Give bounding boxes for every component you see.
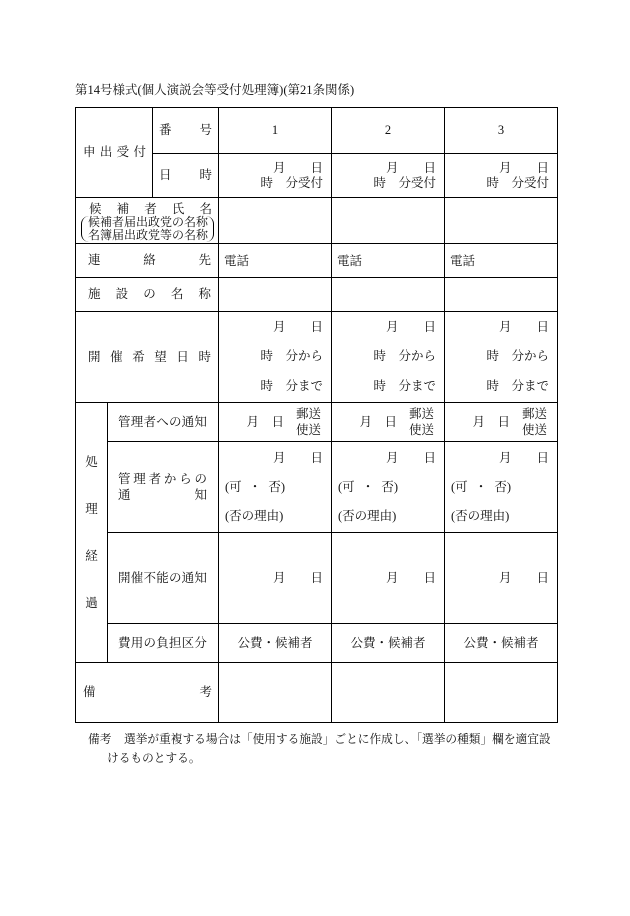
- label-glyph: の: [143, 635, 156, 650]
- entry-2-contact-cell: [332, 244, 445, 278]
- entry-3-notice-to-manager: [445, 406, 557, 438]
- entry-3-notice-methods: [522, 406, 547, 438]
- entry-2-cost-options: 公費・候補者: [332, 624, 445, 663]
- entry-2-notice-from-manager-cell: [332, 442, 445, 533]
- entry-1-cancellation-cell: [219, 533, 332, 624]
- label-glyph: の: [168, 570, 182, 585]
- entry-1-remarks-cell: [219, 663, 332, 723]
- label-glyph: 設: [115, 287, 129, 301]
- facility-label: [76, 287, 218, 302]
- remarks-label-cell: [76, 663, 219, 723]
- entry-3-requested-datetime-cell: [445, 312, 558, 403]
- notice-to-manager-label: [108, 415, 218, 430]
- row-number: [76, 108, 558, 154]
- label-glyph: 付: [133, 145, 146, 159]
- label-glyph: 者: [148, 472, 162, 486]
- entry-1-method-mail: 郵送: [295, 407, 321, 421]
- datetime-label-cell: [153, 154, 219, 198]
- entry-1-requested-date: 月 日: [272, 319, 323, 334]
- candidate-label-cell: [76, 198, 219, 244]
- footnote-label: 備考: [88, 733, 112, 746]
- entry-2-reply-date: 月 日: [385, 450, 436, 465]
- label-glyph: 番: [159, 123, 172, 137]
- reception-label-cell: [76, 108, 153, 198]
- entry-1-method-messenger: 使送: [295, 423, 321, 437]
- entry-3-cancellation-date: 月 日: [498, 571, 549, 585]
- processing-label: [76, 456, 107, 610]
- label-glyph: 開: [118, 570, 131, 585]
- label-glyph: 候: [89, 201, 102, 216]
- label-glyph: 出: [99, 145, 113, 159]
- label-glyph: 者: [143, 414, 156, 429]
- label-glyph: 氏: [171, 201, 185, 216]
- entry-3-cancellation-cell: [445, 533, 558, 624]
- entry-2-number: 2: [332, 108, 445, 154]
- notice-from-manager-label-cell: [108, 442, 219, 533]
- entry-1-received-time: 時 分受付: [260, 175, 323, 190]
- label-glyph: 理: [130, 414, 144, 429]
- label-glyph: 通: [181, 414, 195, 429]
- label-glyph: の: [143, 287, 156, 301]
- entry-2-candidate-cell: [332, 198, 445, 244]
- label-glyph: 分: [194, 635, 207, 650]
- label-glyph: 催: [110, 349, 123, 364]
- candidate-party-bracket: [81, 216, 214, 242]
- row-notice-from-manager: [76, 442, 558, 533]
- number-label: [153, 123, 218, 138]
- candidate-name-label: [76, 203, 218, 216]
- entry-3-notice-to-manager-cell: [445, 403, 558, 442]
- entry-3-phone-label: 電話: [450, 253, 476, 268]
- entry-3-reply-result: (可 ・ 否): [451, 479, 512, 494]
- label-glyph: 希: [132, 349, 145, 364]
- label-glyph: 担: [168, 635, 182, 650]
- label-glyph: 補: [116, 201, 130, 216]
- label-glyph: 望: [154, 349, 167, 364]
- row-notice-to-manager: [76, 403, 558, 442]
- entry-1-received-date: 月 日: [272, 160, 323, 175]
- footnote-line-1: 選挙が重複する場合は「使用する施設」ごとに作成し、「選挙の種類」欄を適宜設: [124, 733, 551, 746]
- entry-1-received-datetime-cell: [219, 154, 332, 198]
- label-glyph: 号: [199, 123, 212, 137]
- entry-1-contact-cell: [219, 244, 332, 278]
- entry-1-cancellation-date: 月 日: [272, 571, 323, 585]
- entry-1-notice-from-manager-cell: [219, 442, 332, 533]
- row-remarks: [76, 663, 558, 723]
- label-glyph: 先: [198, 253, 211, 267]
- entry-2-method-messenger: 使送: [408, 423, 434, 437]
- cancellation-label-cell: [108, 533, 219, 624]
- label-glyph: 処: [85, 454, 98, 469]
- footnote-line-2: けるものとする。: [107, 752, 201, 765]
- label-glyph: の: [168, 414, 182, 429]
- contact-label-cell: [76, 244, 219, 278]
- label-glyph: の: [194, 472, 207, 486]
- entry-1-facility-cell: [219, 278, 332, 312]
- notice-from-manager-label-line1: [108, 471, 218, 487]
- notice-from-manager-label-line2: [108, 487, 218, 503]
- cost-burden-label: [108, 636, 218, 651]
- cancellation-label: [108, 571, 218, 586]
- entry-2-requested-datetime-cell: [332, 312, 445, 403]
- number-label-cell: [153, 108, 219, 154]
- entry-2-received-time: 時 分受付: [373, 175, 436, 190]
- processing-label-cell: [76, 403, 108, 663]
- label-glyph: 知: [194, 488, 207, 502]
- entry-1-reply-reason: (否の理由): [225, 508, 284, 523]
- label-glyph: 者: [144, 201, 157, 216]
- entry-2-notice-to-manager: [332, 406, 444, 438]
- row-contact: [76, 244, 558, 278]
- entry-3-requested-end: 時 分まで: [486, 378, 549, 393]
- row-requested-datetime: [76, 312, 558, 403]
- entry-2-requested-end: 時 分まで: [373, 378, 436, 393]
- entry-1-notice-to-manager: [219, 406, 331, 438]
- entry-3-contact-cell: [445, 244, 558, 278]
- label-glyph: 名: [170, 287, 184, 301]
- entry-2-method-mail: 郵送: [408, 407, 434, 421]
- entry-1-reply-date: 月 日: [272, 450, 323, 465]
- row-facility: [76, 278, 558, 312]
- entry-1-candidate-cell: [219, 198, 332, 244]
- label-glyph: 用: [130, 635, 144, 650]
- entry-3-received-time: 時 分受付: [486, 175, 549, 190]
- entry-3-remarks-cell: [445, 663, 558, 723]
- facility-label-cell: [76, 278, 219, 312]
- label-glyph: 時: [199, 168, 212, 182]
- label-glyph: 区: [181, 635, 195, 650]
- contact-label: [76, 253, 218, 268]
- datetime-label: [153, 168, 218, 183]
- entry-2-remarks-cell: [332, 663, 445, 723]
- entry-3-number: 3: [445, 108, 558, 154]
- candidate-party-list-label: 名簿届出政党等の名称: [88, 227, 209, 242]
- label-glyph: 催: [130, 570, 144, 585]
- reception-register-table: [75, 107, 558, 723]
- row-cost-burden: [76, 624, 558, 663]
- entry-2-received-date: 月 日: [385, 160, 436, 175]
- notice-to-manager-label-cell: [108, 403, 219, 442]
- label-glyph: 不: [143, 570, 156, 585]
- label-glyph: へ: [156, 414, 169, 429]
- entry-2-requested-start: 時 分から: [373, 349, 436, 364]
- entry-3-received-datetime-cell: [445, 154, 558, 198]
- label-glyph: 通: [181, 570, 195, 585]
- label-glyph: 日: [159, 168, 172, 182]
- label-glyph: か: [163, 472, 177, 486]
- entry-1-notice-date: 月 日: [246, 414, 284, 429]
- label-glyph: 知: [194, 414, 207, 429]
- label-glyph: 称: [198, 287, 211, 301]
- entry-2-received-datetime-cell: [332, 154, 445, 198]
- label-glyph: 経: [85, 548, 98, 563]
- label-glyph: ら: [179, 472, 192, 486]
- label-glyph: 能: [156, 570, 169, 585]
- entry-3-method-messenger: 使送: [521, 423, 547, 437]
- entry-2-phone-label: 電話: [337, 253, 363, 268]
- requested-datetime-label: [76, 350, 218, 365]
- label-glyph: 受: [116, 145, 130, 159]
- entry-3-method-mail: 郵送: [521, 407, 547, 421]
- entry-3-notice-from-manager-cell: [445, 442, 558, 533]
- entry-2-cancellation-date: 月 日: [385, 571, 436, 585]
- entry-2-cancellation-cell: [332, 533, 445, 624]
- label-glyph: 絡: [143, 253, 156, 267]
- label-glyph: 理: [85, 501, 98, 516]
- entry-1-cost-options: 公費・候補者: [219, 624, 332, 663]
- entry-1-number: 1: [219, 108, 332, 154]
- label-glyph: 負: [156, 635, 169, 650]
- entry-2-notice-to-manager-cell: [332, 403, 445, 442]
- entry-3-received-date: 月 日: [498, 160, 549, 175]
- label-glyph: 時: [198, 349, 211, 364]
- entry-2-notice-date: 月 日: [359, 414, 397, 429]
- label-glyph: 管: [118, 414, 131, 429]
- row-candidate: [76, 198, 558, 244]
- label-glyph: 理: [133, 472, 146, 486]
- label-glyph: 知: [194, 570, 207, 585]
- cost-burden-label-cell: [108, 624, 219, 663]
- entry-2-reply-result: (可 ・ 否): [338, 479, 399, 494]
- label-glyph: 過: [85, 595, 98, 610]
- entry-1-notice-methods: [296, 406, 321, 438]
- label-glyph: 開: [88, 349, 101, 364]
- label-glyph: 日: [176, 349, 189, 364]
- label-glyph: 連: [88, 253, 101, 267]
- entry-1-requested-start: 時 分から: [260, 349, 323, 364]
- label-glyph: 管: [118, 472, 131, 486]
- label-glyph: 費: [118, 635, 131, 650]
- entry-3-requested-date: 月 日: [498, 319, 549, 334]
- entry-3-cost-options: 公費・候補者: [445, 624, 558, 663]
- requested-datetime-label-cell: [76, 312, 219, 403]
- entry-2-notice-methods: [409, 406, 434, 438]
- entry-2-facility-cell: [332, 278, 445, 312]
- label-glyph: 通: [118, 488, 131, 502]
- entry-3-candidate-cell: [445, 198, 558, 244]
- candidate-party-nominating-label: 候補者届出政党の名称: [88, 214, 209, 229]
- remarks-label: [76, 685, 218, 700]
- row-cancellation-notice: [76, 533, 558, 624]
- entry-3-reply-reason: (否の理由): [451, 508, 510, 523]
- entry-1-requested-end: 時 分まで: [260, 378, 323, 393]
- entry-3-reply-date: 月 日: [498, 450, 549, 465]
- label-glyph: 申: [83, 145, 96, 159]
- entry-1-requested-datetime-cell: [219, 312, 332, 403]
- entry-1-notice-to-manager-cell: [219, 403, 332, 442]
- entry-1-phone-label: 電話: [224, 253, 250, 268]
- form-title: 第14号様式(個人演説会等受付処理簿)(第21条関係): [75, 83, 355, 97]
- label-glyph: 施: [88, 287, 101, 301]
- label-glyph: 備: [83, 685, 96, 699]
- label-glyph: 考: [199, 685, 212, 699]
- entry-3-notice-date: 月 日: [472, 414, 510, 429]
- label-glyph: 名: [199, 201, 212, 216]
- entry-2-reply-reason: (否の理由): [338, 508, 397, 523]
- entry-3-requested-start: 時 分から: [486, 349, 549, 364]
- entry-1-reply-result: (可 ・ 否): [225, 479, 286, 494]
- entry-3-facility-cell: [445, 278, 558, 312]
- entry-2-requested-date: 月 日: [385, 319, 436, 334]
- reception-label: [76, 145, 152, 160]
